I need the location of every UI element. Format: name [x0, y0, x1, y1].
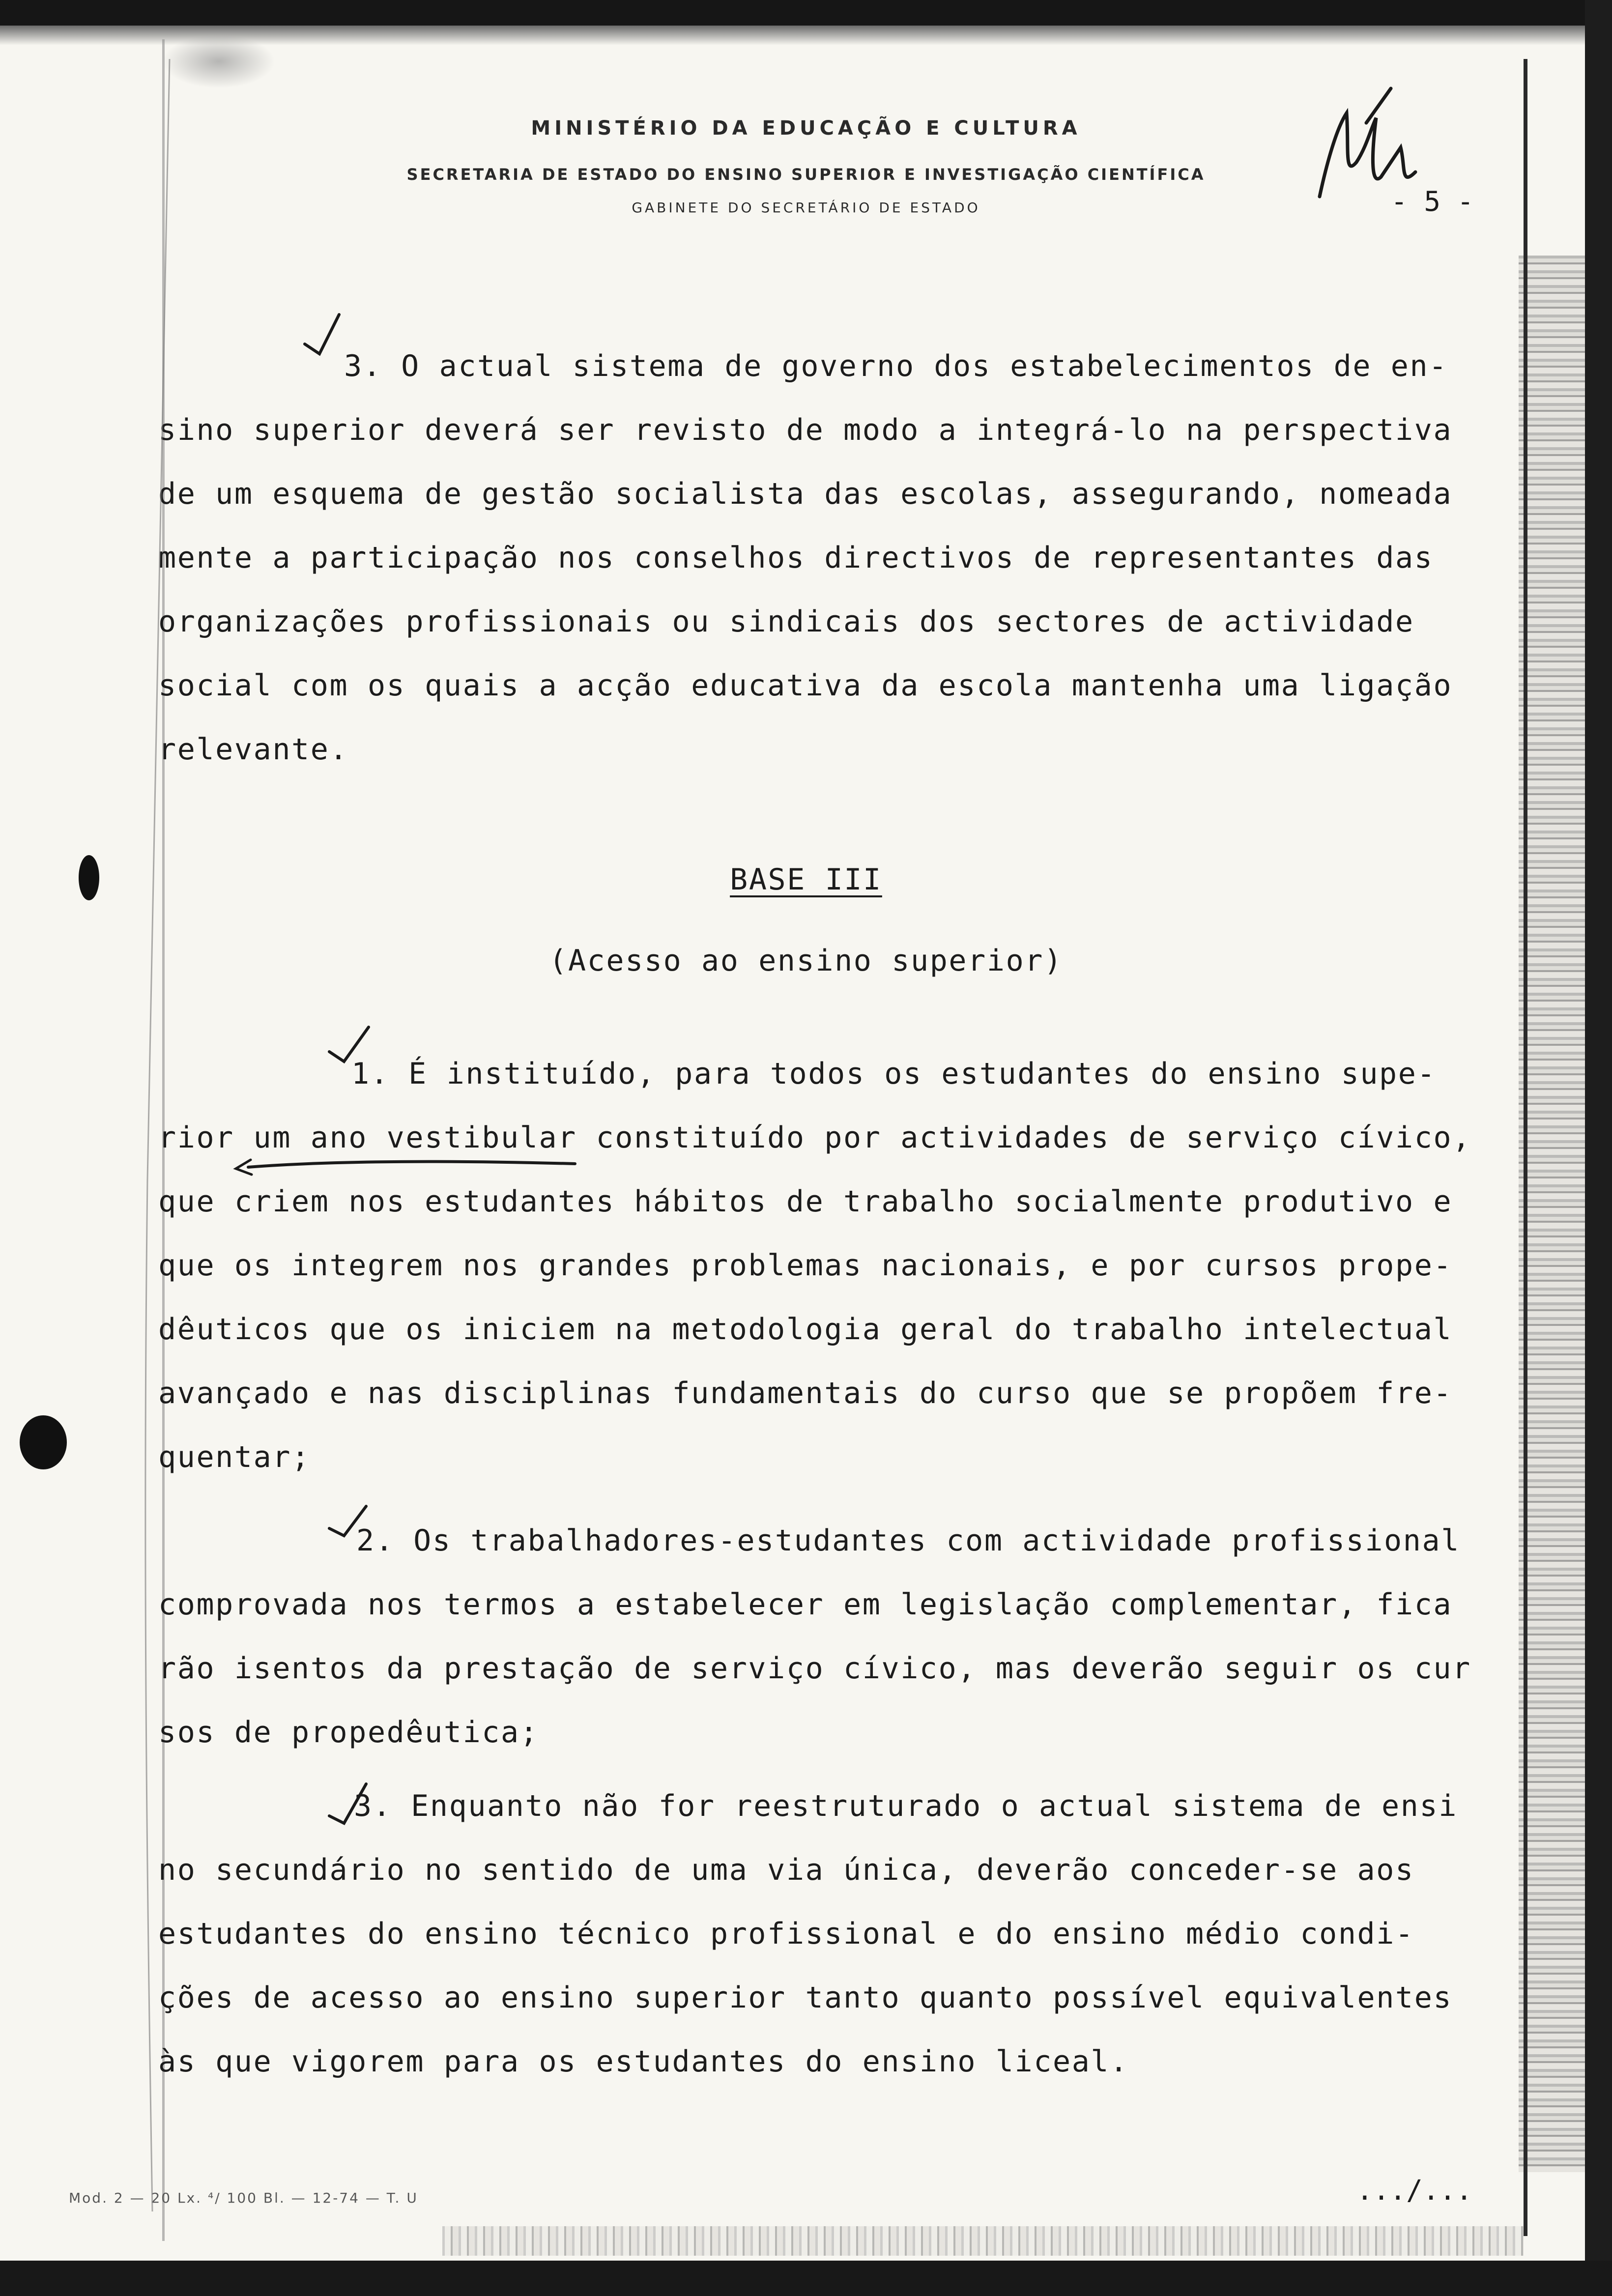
check-mark: [329, 1027, 369, 1062]
text-line: estudantes do ensino técnico profissional e do ensino médio condi-: [158, 1917, 1414, 1951]
page-number: - 5 -: [1391, 186, 1474, 218]
text-line: 3. Enquanto não for reestruturado o actual sistema de ensi: [354, 1789, 1458, 1823]
handwritten-initials: [1320, 88, 1415, 197]
text-line: 1. É instituído, para todos os estudantes do ensino supe-: [351, 1057, 1437, 1091]
form-code: Mod. 2 — 20 Lx. ⁴/ 100 Bl. — 12-74 — T. U: [69, 2190, 418, 2206]
text-line: 3. O actual sistema de governo dos estabelecimentos de en-: [344, 349, 1448, 383]
letterhead-secretariat: SECRETARIA DE ESTADO DO ENSINO SUPERIOR E INVESTIGAÇÃO CIENTÍFICA: [406, 165, 1206, 184]
continuation-mark: .../...: [1356, 2175, 1473, 2207]
text-line: comprovada nos termos a estabelecer em legislação complementar, fica: [158, 1587, 1453, 1622]
base-title: BASE III: [730, 862, 882, 897]
text-line: de um esquema de gestão socialista das escolas, assegurando, nomeada: [158, 477, 1453, 511]
text-line: que os integrem nos grandes problemas nacionais, e por cursos prope-: [158, 1248, 1453, 1283]
text-line: avançado e nas disciplinas fundamentais do curso que se propõem fre-: [158, 1376, 1453, 1410]
check-mark: [329, 1784, 366, 1823]
check-mark: [329, 1506, 366, 1536]
text-line: sos de propedêutica;: [158, 1715, 539, 1750]
handwritten-underline: [248, 1162, 575, 1167]
text-line: mente a participação nos conselhos directivos de representantes das: [158, 541, 1434, 575]
text-line: rão isentos da prestação de serviço cívico, mas deverão seguir os cur: [158, 1651, 1471, 1686]
letterhead-cabinet: GABINETE DO SECRETÁRIO DE ESTADO: [632, 200, 980, 216]
letterhead-ministry: MINISTÉRIO DA EDUCAÇÃO E CULTURA: [531, 117, 1081, 140]
text-line: quentar;: [158, 1440, 311, 1474]
text-line: rior um ano vestibular constituído por actividades de serviço cívico,: [158, 1120, 1471, 1155]
text-line: ções de acesso ao ensino superior tanto quanto possível equivalentes: [158, 1980, 1453, 2015]
text-line: organizações profissionais ou sindicais dos sectores de actividade: [158, 604, 1414, 639]
text-line: relevante.: [158, 732, 349, 767]
text-line: que criem nos estudantes hábitos de trabalho socialmente produtivo e: [158, 1184, 1453, 1219]
text-line: às que vigorem para os estudantes do ensino liceal.: [158, 2044, 1129, 2079]
margin-line: [145, 59, 170, 2211]
text-line: 2. Os trabalhadores-estudantes com actividade profissional: [356, 1523, 1460, 1558]
text-line: social com os quais a acção educativa da escola mantenha uma ligação: [158, 668, 1453, 703]
base-subtitle: (Acesso ao ensino superior): [549, 944, 1063, 978]
check-mark: [305, 315, 339, 354]
text-line: sino superior deverá ser revisto de modo a integrá-lo na perspectiva: [158, 413, 1453, 447]
text-line: no secundário no sentido de uma via única, deverão conceder-se aos: [158, 1853, 1414, 1887]
text-line: dêuticos que os iniciem na metodologia geral do trabalho intelectual: [158, 1312, 1453, 1347]
